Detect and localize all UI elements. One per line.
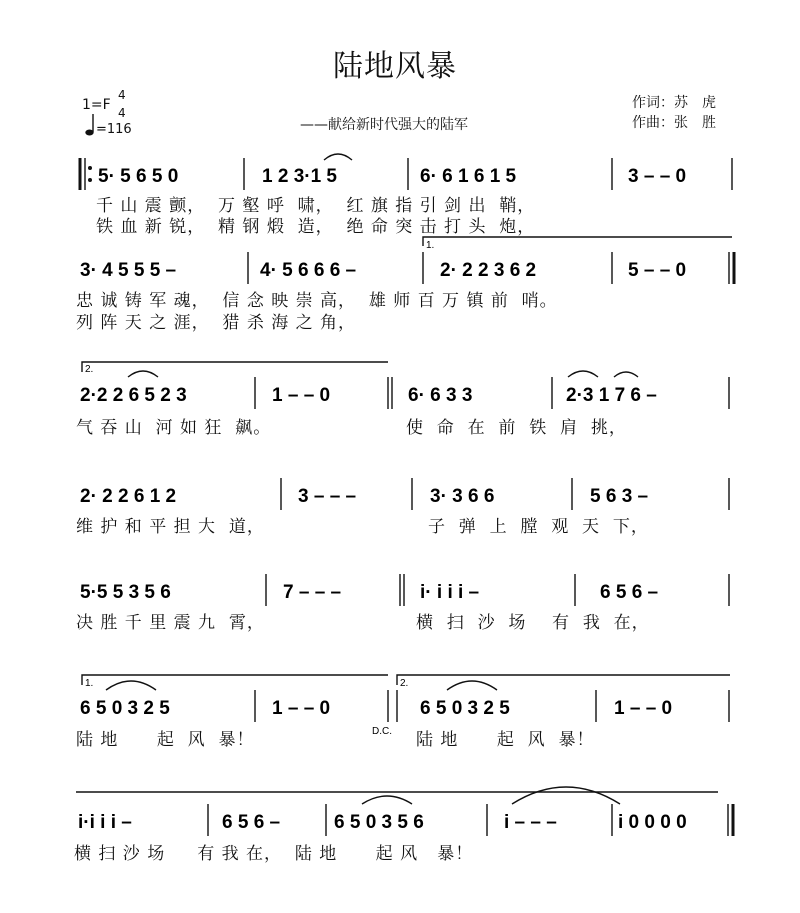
volta-1-label: 1. (85, 678, 94, 689)
lyric-line: 忠 诚 铸 军 魂， 信 念 映 崇 高， 雄 师 百 万 镇 前 哨。 (76, 291, 558, 311)
measure-row-2 (80, 240, 686, 281)
lyric-line: 陆 地 起 风 暴！ (416, 730, 595, 750)
measure-row-4 (80, 486, 648, 507)
lyric-line: 铁 血 新 锐， 精 钢 煅 造， 绝 命 突 击 打 头 炮， (96, 217, 536, 237)
measure-row-5 (80, 582, 658, 603)
lyric-line: 决 胜 千 里 震 九 霄， (76, 613, 265, 633)
measure: i – – – (504, 812, 557, 833)
lyric-line: 子 弹 上 膛 观 天 下， (428, 517, 649, 537)
measure: 3· 4 5 5 5 – (80, 260, 177, 281)
measure: 1 – – 0 (272, 385, 331, 406)
measure: 6 5 6 – (600, 582, 659, 603)
lyric-line: 气 吞 山 河 如 狂 飙。 (76, 418, 272, 438)
subtitle: ——献给新时代强大的陆军 (300, 117, 468, 133)
composer-credit: 作曲：张 胜 (632, 115, 716, 131)
measure: 6 5 0 3 2 5 (80, 698, 170, 719)
measure: 5· 5 6 5 0 (98, 166, 179, 187)
measure: 2· 2 2 6 1 2 (80, 486, 177, 507)
measure: 6· 6 1 6 1 5 (420, 166, 517, 187)
measure: 2· 2 2 3 6 2 (440, 260, 537, 281)
lyric-line: 千 山 震 颤， 万 壑 呼 啸， 红 旗 指 引 剑 出 鞘， (96, 196, 536, 216)
song-title: 陆地风暴 (333, 49, 457, 84)
volta-2-label: 2. (85, 364, 94, 375)
lyric-line: 维 护 和 平 担 大 道， (76, 517, 265, 537)
lyric-line: 横 扫 沙 场 有 我 在， 陆 地 起 风 暴！ (74, 844, 474, 864)
measure: 5·5 5 3 5 6 (80, 582, 171, 603)
measure: i·i i i – (78, 812, 132, 833)
measure: 3 – – – (298, 486, 357, 507)
measure: 3 – – 0 (628, 166, 687, 187)
time-signature-bottom: 4 (118, 106, 126, 120)
measure: 7 – – – (283, 582, 342, 603)
time-signature-top: 4 (118, 88, 126, 102)
lyric-line: 横 扫 沙 场 有 我 在， (416, 613, 650, 633)
da-capo-mark: D.C. (372, 726, 392, 737)
lyricist-credit: 作词：苏 虎 (632, 95, 716, 111)
measure: 2·2 2 6 5 2 3 (80, 385, 187, 406)
key-signature: 1=F (82, 97, 111, 113)
measure: 2·3 1 7 6 – (566, 385, 657, 406)
measure: 6 5 6 – (222, 812, 281, 833)
measure: 1 – – 0 (272, 698, 331, 719)
measure: 6 5 0 3 2 5 (420, 698, 510, 719)
measure: 1 – – 0 (614, 698, 673, 719)
measure-row-3 (80, 364, 657, 406)
lyric-line: 列 阵 天 之 涯， 猎 杀 海 之 角， (76, 313, 357, 333)
lyric-line: 使 命 在 前 铁 肩 挑， (406, 418, 627, 438)
measure: 6· 6 3 3 (408, 385, 473, 406)
volta-1-label: 1. (426, 240, 435, 251)
measure: 5 6 3 – (590, 486, 649, 507)
lyric-line: 陆 地 起 风 暴！ (76, 730, 255, 750)
measure-row-1 (98, 166, 686, 187)
measure: 4· 5 6 6 6 – (260, 260, 357, 281)
measure: 1 2 3·1 5 (262, 166, 337, 187)
measure: 5 – – 0 (628, 260, 687, 281)
measure: i· i i i – (420, 582, 480, 603)
measure-row-7 (78, 812, 687, 833)
tempo-marking: =116 (96, 122, 132, 137)
measure: i 0 0 0 0 (618, 812, 687, 833)
measure: 3· 3 6 6 (430, 486, 495, 507)
measure: 6 5 0 3 5 6 (334, 812, 424, 833)
measure-row-6 (80, 678, 672, 737)
volta-2-label: 2. (400, 678, 409, 689)
